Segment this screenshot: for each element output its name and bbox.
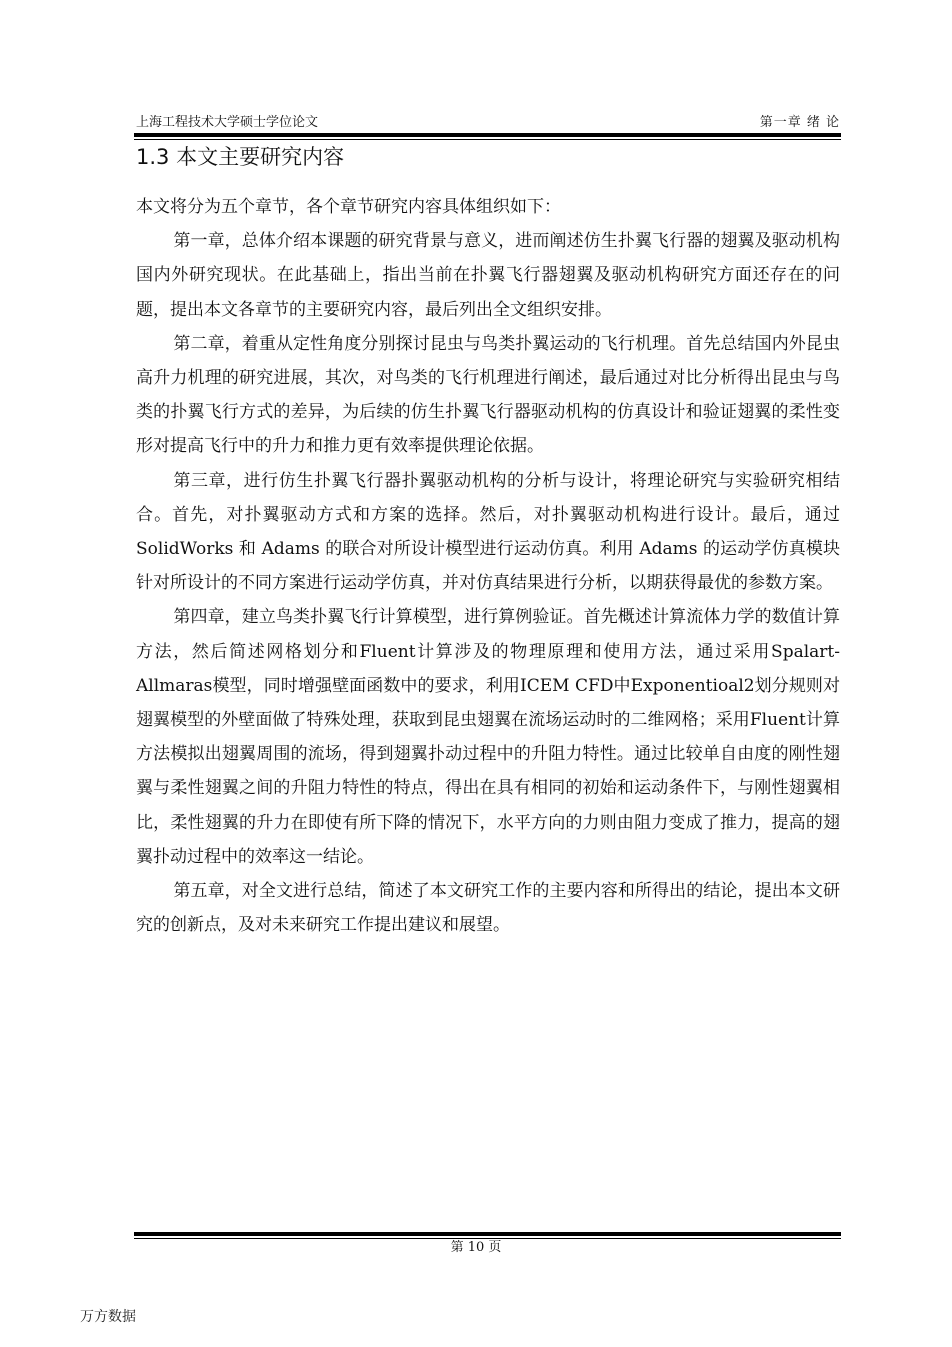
header-rule-thin [134, 139, 841, 140]
paragraph-chapter-1: 第一章，总体介绍本课题的研究背景与意义，进而阐述仿生扑翼飞行器的翅翼及驱动机构国内外研究现状。在此基础上，指出当前在扑翼飞行器翅翼及驱动机构研究方面还存在的问题，提出本文各章节的主要研究内容，最后列出全文组织安排。 [136, 231, 840, 320]
paragraph-chapter-5: 第五章，对全文进行总结，简述了本文研究工作的主要内容和所得出的结论，提出本文研究的创新点，及对未来研究工作提出建议和展望。 [136, 881, 840, 936]
header-rule-thick [134, 133, 841, 137]
source-watermark: 万方数据 [80, 1309, 136, 1325]
section-title: 1.3 本文主要研究内容 [136, 145, 345, 169]
header-chapter-title: 第一章 绪 论 [759, 115, 840, 130]
page-number: 第 10 页 [450, 1240, 502, 1255]
body-text [136, 190, 840, 942]
page-header [136, 113, 840, 133]
paragraph-intro: 本文将分为五个章节，各个章节研究内容具体组织如下： [136, 197, 561, 217]
paragraph-chapter-3: 第三章，进行仿生扑翼飞行器扑翼驱动机构的分析与设计，将理论研究与实验研究相结合。首先，对扑翼驱动方式和方案的选择。然后，对扑翼驱动机构进行设计。最后，通过 SolidWorks 和 Adams 的联合对所设计模型进行运动仿真。利用 Adams 的运动学仿真模块针对所设计的不同方案进行运动学仿真，并对仿真结果进行分析，以期获得最优的参数方案。 [136, 470, 840, 594]
paragraph-chapter-4: 第四章，建立鸟类扑翼飞行计算模型，进行算例验证。首先概述计算流体力学的数值计算方法，然后简述网格划分和Fluent计算涉及的物理原理和使用方法，通过采用Spalart-Allmaras模型，同时增强壁面函数中的要求，利用ICEM CFD中Exponentioal2划分规则对翅翼模型的外壁面做了特殊处理，获取到昆虫翅翼在流场运动时的二维网格；采用Fluent计算方法模拟出翅翼周围的流场，得到翅翼扑动过程中的升阻力特性。通过比较单自由度的刚性翅翼与柔性翅翼之间的升阻力特性的特点，得出在具有相同的初始和运动条件下，与刚性翅翼相比，柔性翅翼的升力在即使有所下降的情况下，水平方向的力则由阻力变成了推力，提高的翅翼扑动过程中的效率这一结论。 [136, 607, 840, 867]
paragraph-chapter-2: 第二章，着重从定性角度分别探讨昆虫与鸟类扑翼运动的飞行机理。首先总结国内外昆虫高升力机理的研究进展，其次，对鸟类的飞行机理进行阐述，最后通过对比分析得出昆虫与鸟类的扑翼飞行方式的差异，为后续的仿生扑翼飞行器驱动机构的仿真设计和验证翅翼的柔性变形对提高飞行中的升力和推力更有效率提供理论依据。 [136, 333, 840, 457]
footer-rule-thick [134, 1232, 841, 1236]
header-thesis-title: 上海工程技术大学硕士学位论文 [136, 115, 319, 130]
